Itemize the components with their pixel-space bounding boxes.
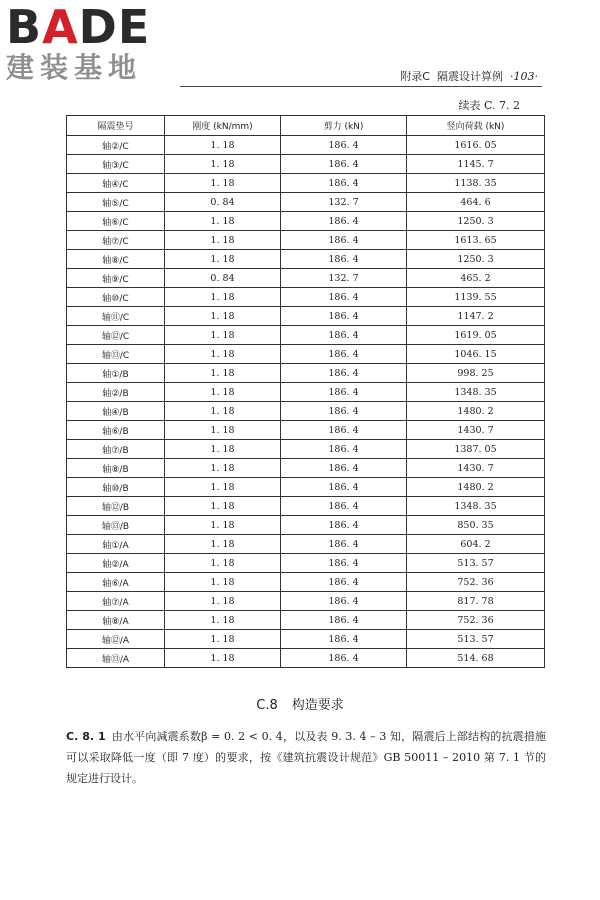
cell-stiffness: 1. 18 [165,649,281,668]
table-row [67,364,545,383]
cell-isolator-id: 轴⑬/C [67,345,165,364]
table-row [67,516,545,535]
cell-shear: 186. 4 [281,630,407,649]
table-row [67,288,545,307]
cell-isolator-id: 轴⑥/C [67,212,165,231]
cell-stiffness: 1. 18 [165,326,281,345]
cell-vertical-load: 1480. 2 [407,478,545,497]
cell-vertical-load: 998. 25 [407,364,545,383]
cell-stiffness: 1. 18 [165,573,281,592]
table-row [67,193,545,212]
cell-isolator-id: 轴⑦/A [67,592,165,611]
logo-wordmark [6,0,182,54]
cell-vertical-load: 752. 36 [407,611,545,630]
cell-stiffness: 1. 18 [165,288,281,307]
cell-vertical-load: 1145. 7 [407,155,545,174]
table-row [67,478,545,497]
cell-vertical-load: 1250. 3 [407,212,545,231]
header-section: 附录C [400,70,430,83]
cell-stiffness: 1. 18 [165,212,281,231]
cell-vertical-load: 513. 57 [407,554,545,573]
cell-stiffness: 1. 18 [165,364,281,383]
cell-shear: 186. 4 [281,649,407,668]
cell-shear: 186. 4 [281,459,407,478]
table-row [67,326,545,345]
table-row [67,611,545,630]
cell-shear: 186. 4 [281,364,407,383]
table-row [67,345,545,364]
cell-shear: 186. 4 [281,326,407,345]
cell-isolator-id: 轴⑧/C [67,250,165,269]
cell-vertical-load: 1387. 05 [407,440,545,459]
table-body [67,136,545,668]
section-heading [0,694,600,713]
table-row [67,136,545,155]
cell-stiffness: 1. 18 [165,402,281,421]
running-header [400,68,538,84]
cell-stiffness: 1. 18 [165,307,281,326]
cell-vertical-load: 464. 6 [407,193,545,212]
cell-vertical-load: 1250. 3 [407,250,545,269]
table-row [67,535,545,554]
cell-isolator-id: 轴⑧/B [67,459,165,478]
cell-shear: 186. 4 [281,250,407,269]
table-row [67,212,545,231]
logo-letter-a: A [42,0,79,54]
cell-vertical-load: 1138. 35 [407,174,545,193]
cell-stiffness: 1. 18 [165,554,281,573]
table-row [67,554,545,573]
table-row [67,250,545,269]
cell-shear: 186. 4 [281,402,407,421]
cell-isolator-id: 轴②/C [67,136,165,155]
cell-shear: 186. 4 [281,288,407,307]
cell-shear: 186. 4 [281,212,407,231]
cell-stiffness: 1. 18 [165,516,281,535]
cell-isolator-id: 轴⑪/C [67,307,165,326]
table-row [67,174,545,193]
cell-vertical-load: 1613. 65 [407,231,545,250]
cell-isolator-id: 轴⑦/C [67,231,165,250]
cell-shear: 186. 4 [281,174,407,193]
cell-stiffness: 1. 18 [165,421,281,440]
cell-shear: 186. 4 [281,611,407,630]
cell-shear: 132. 7 [281,269,407,288]
cell-shear: 186. 4 [281,231,407,250]
table-row [67,231,545,250]
header-title: 隔震设计算例 [437,70,503,83]
cell-isolator-id: 轴②/B [67,383,165,402]
cell-vertical-load: 1046. 15 [407,345,545,364]
clause-number: C. 8. 1 [66,730,106,743]
page-number: ·103· [510,70,538,83]
cell-stiffness: 1. 18 [165,345,281,364]
cell-isolator-id: 轴⑧/A [67,611,165,630]
cell-isolator-id: 轴④/B [67,402,165,421]
cell-stiffness: 1. 18 [165,383,281,402]
cell-isolator-id: 轴⑫/A [67,630,165,649]
cell-shear: 186. 4 [281,573,407,592]
cell-stiffness: 1. 18 [165,630,281,649]
cell-isolator-id: 轴⑩/C [67,288,165,307]
table-row [67,459,545,478]
cell-isolator-id: 轴③/C [67,155,165,174]
column-header-stiffness: 刚度 (kN/mm) [165,116,281,136]
cell-vertical-load: 850. 35 [407,516,545,535]
table-row [67,497,545,516]
cell-isolator-id: 轴⑥/B [67,421,165,440]
table-caption: 续表 C. 7. 2 [458,99,520,112]
cell-stiffness: 1. 18 [165,611,281,630]
cell-stiffness: 0. 84 [165,193,281,212]
table-header-row [67,116,545,136]
cell-isolator-id: 轴④/C [67,174,165,193]
cell-shear: 186. 4 [281,535,407,554]
cell-stiffness: 1. 18 [165,459,281,478]
cell-isolator-id: 轴②/A [67,554,165,573]
isolator-table [66,115,545,668]
cell-shear: 186. 4 [281,592,407,611]
cell-stiffness: 1. 18 [165,136,281,155]
table-row [67,421,545,440]
cell-stiffness: 1. 18 [165,250,281,269]
cell-isolator-id: 轴①/A [67,535,165,554]
cell-vertical-load: 1430. 7 [407,421,545,440]
table-row [67,269,545,288]
table-row [67,630,545,649]
clause-paragraph [66,726,546,789]
cell-stiffness: 1. 18 [165,155,281,174]
cell-vertical-load: 1480. 2 [407,402,545,421]
cell-vertical-load: 752. 36 [407,573,545,592]
table-row [67,307,545,326]
header-rule [180,86,542,87]
cell-isolator-id: 轴⑫/C [67,326,165,345]
cell-stiffness: 1. 18 [165,592,281,611]
cell-vertical-load: 1147. 2 [407,307,545,326]
cell-shear: 186. 4 [281,440,407,459]
cell-vertical-load: 514. 68 [407,649,545,668]
cell-shear: 186. 4 [281,155,407,174]
logo-subtitle: 建装基地 [6,51,143,84]
cell-shear: 186. 4 [281,421,407,440]
cell-stiffness: 0. 84 [165,269,281,288]
cell-isolator-id: 轴⑦/B [67,440,165,459]
logo-letter-b: B [6,0,43,54]
table-row [67,592,545,611]
cell-stiffness: 1. 18 [165,535,281,554]
cell-shear: 186. 4 [281,307,407,326]
cell-vertical-load: 817. 78 [407,592,545,611]
cell-shear: 186. 4 [281,554,407,573]
cell-shear: 186. 4 [281,516,407,535]
clause-text: 由水平向减震系数β = 0. 2 < 0. 4，以及表 9. 3. 4 – 3 知，隔震后上部结构的抗震措施可以采取降低一度（即 7 度）的要求，按《建筑抗震设计规范》GB 50011 – 2010 第 7. 1 节的规定进行设计。 [66,730,546,785]
cell-vertical-load: 1348. 35 [407,497,545,516]
cell-stiffness: 1. 18 [165,478,281,497]
cell-shear: 186. 4 [281,478,407,497]
cell-isolator-id: 轴⑩/B [67,478,165,497]
cell-vertical-load: 1430. 7 [407,459,545,478]
table-row [67,573,545,592]
cell-vertical-load: 1139. 55 [407,288,545,307]
cell-isolator-id: 轴⑨/C [67,269,165,288]
cell-stiffness: 1. 18 [165,174,281,193]
section-number: C.8 [256,698,278,713]
cell-shear: 132. 7 [281,193,407,212]
cell-shear: 186. 4 [281,497,407,516]
table-row [67,402,545,421]
cell-vertical-load: 1619. 05 [407,326,545,345]
cell-shear: 186. 4 [281,136,407,155]
logo-letters-de: DE [78,0,151,54]
table-row [67,383,545,402]
table-row [67,155,545,174]
cell-vertical-load: 1616. 05 [407,136,545,155]
table-row [67,440,545,459]
logo [6,0,182,84]
cell-stiffness: 1. 18 [165,497,281,516]
cell-isolator-id: 轴①/B [67,364,165,383]
cell-shear: 186. 4 [281,383,407,402]
cell-vertical-load: 513. 57 [407,630,545,649]
cell-stiffness: 1. 18 [165,440,281,459]
column-header-id: 隔震垫号 [67,116,165,136]
column-header-shear: 剪力 (kN) [281,116,407,136]
cell-isolator-id: 轴⑥/A [67,573,165,592]
cell-vertical-load: 604. 2 [407,535,545,554]
cell-stiffness: 1. 18 [165,231,281,250]
cell-isolator-id: 轴⑤/C [67,193,165,212]
table-row [67,649,545,668]
cell-isolator-id: 轴⑬/B [67,516,165,535]
cell-vertical-load: 1348. 35 [407,383,545,402]
cell-vertical-load: 465. 2 [407,269,545,288]
section-title: 构造要求 [291,698,344,713]
cell-shear: 186. 4 [281,345,407,364]
column-header-vertical-load: 竖向荷载 (kN) [407,116,545,136]
cell-isolator-id: 轴⑫/B [67,497,165,516]
cell-isolator-id: 轴⑬/A [67,649,165,668]
